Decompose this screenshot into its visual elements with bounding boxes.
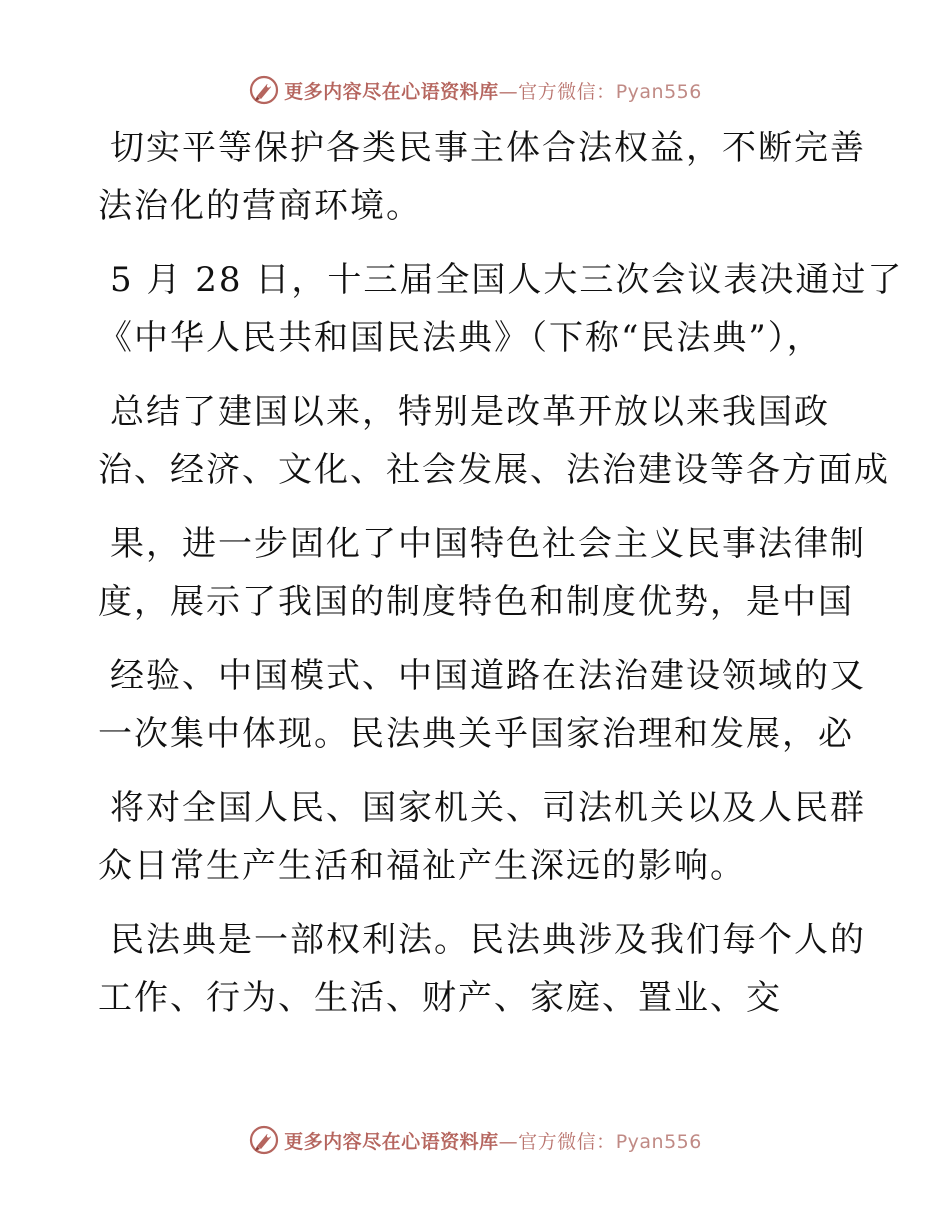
- watermark-separator: —: [498, 80, 519, 103]
- text-line: 5 月 28 日，十三届全国人大三次会议表决通过了: [110, 260, 904, 300]
- watermark-text: [284, 77, 702, 104]
- text-line: 果，进一步固化了中国特色社会主义民事法律制: [110, 524, 866, 564]
- watermark-brand: 更多内容尽在心语资料库: [284, 1130, 499, 1153]
- watermark-separator: —: [498, 1130, 519, 1153]
- text-line: 切实平等保护各类民事主体合法权益，不断完善: [110, 128, 866, 168]
- text-line: 民法典是一部权利法。民法典涉及我们每个人的: [110, 920, 866, 960]
- text-line: 一次集中体现。民法典关乎国家治理和发展，必: [98, 714, 854, 754]
- watermark-wechat-id: Pyan556: [615, 1130, 702, 1153]
- watermark-footer: [0, 1120, 950, 1160]
- text-line: 众日常生产生活和福祉产生深远的影响。: [98, 846, 746, 886]
- text-line: 《中华人民共和国民法典》（下称“民法典”），: [98, 318, 823, 358]
- watermark-wechat-id: Pyan556: [615, 80, 702, 103]
- text-line: 总结了建国以来，特别是改革开放以来我国政: [110, 392, 830, 432]
- watermark-text: [284, 1127, 702, 1154]
- text-line: 法治化的营商环境。: [98, 186, 422, 226]
- pen-nib-logo-icon: [248, 1124, 280, 1156]
- watermark-suffix: 官方微信：: [518, 80, 616, 103]
- watermark-brand: 更多内容尽在心语资料库: [284, 80, 499, 103]
- text-line: 度，展示了我国的制度特色和制度优势，是中国: [98, 582, 854, 622]
- watermark-suffix: 官方微信：: [518, 1130, 616, 1153]
- text-line: 经验、中国模式、中国道路在法治建设领域的又: [110, 656, 866, 696]
- watermark-header: [0, 70, 950, 110]
- text-line: 治、经济、文化、社会发展、法治建设等各方面成: [98, 450, 890, 490]
- text-line: 将对全国人民、国家机关、司法机关以及人民群: [110, 788, 866, 828]
- pen-nib-logo-icon: [248, 74, 280, 106]
- text-line: 工作、行为、生活、财产、家庭、置业、交: [98, 978, 782, 1018]
